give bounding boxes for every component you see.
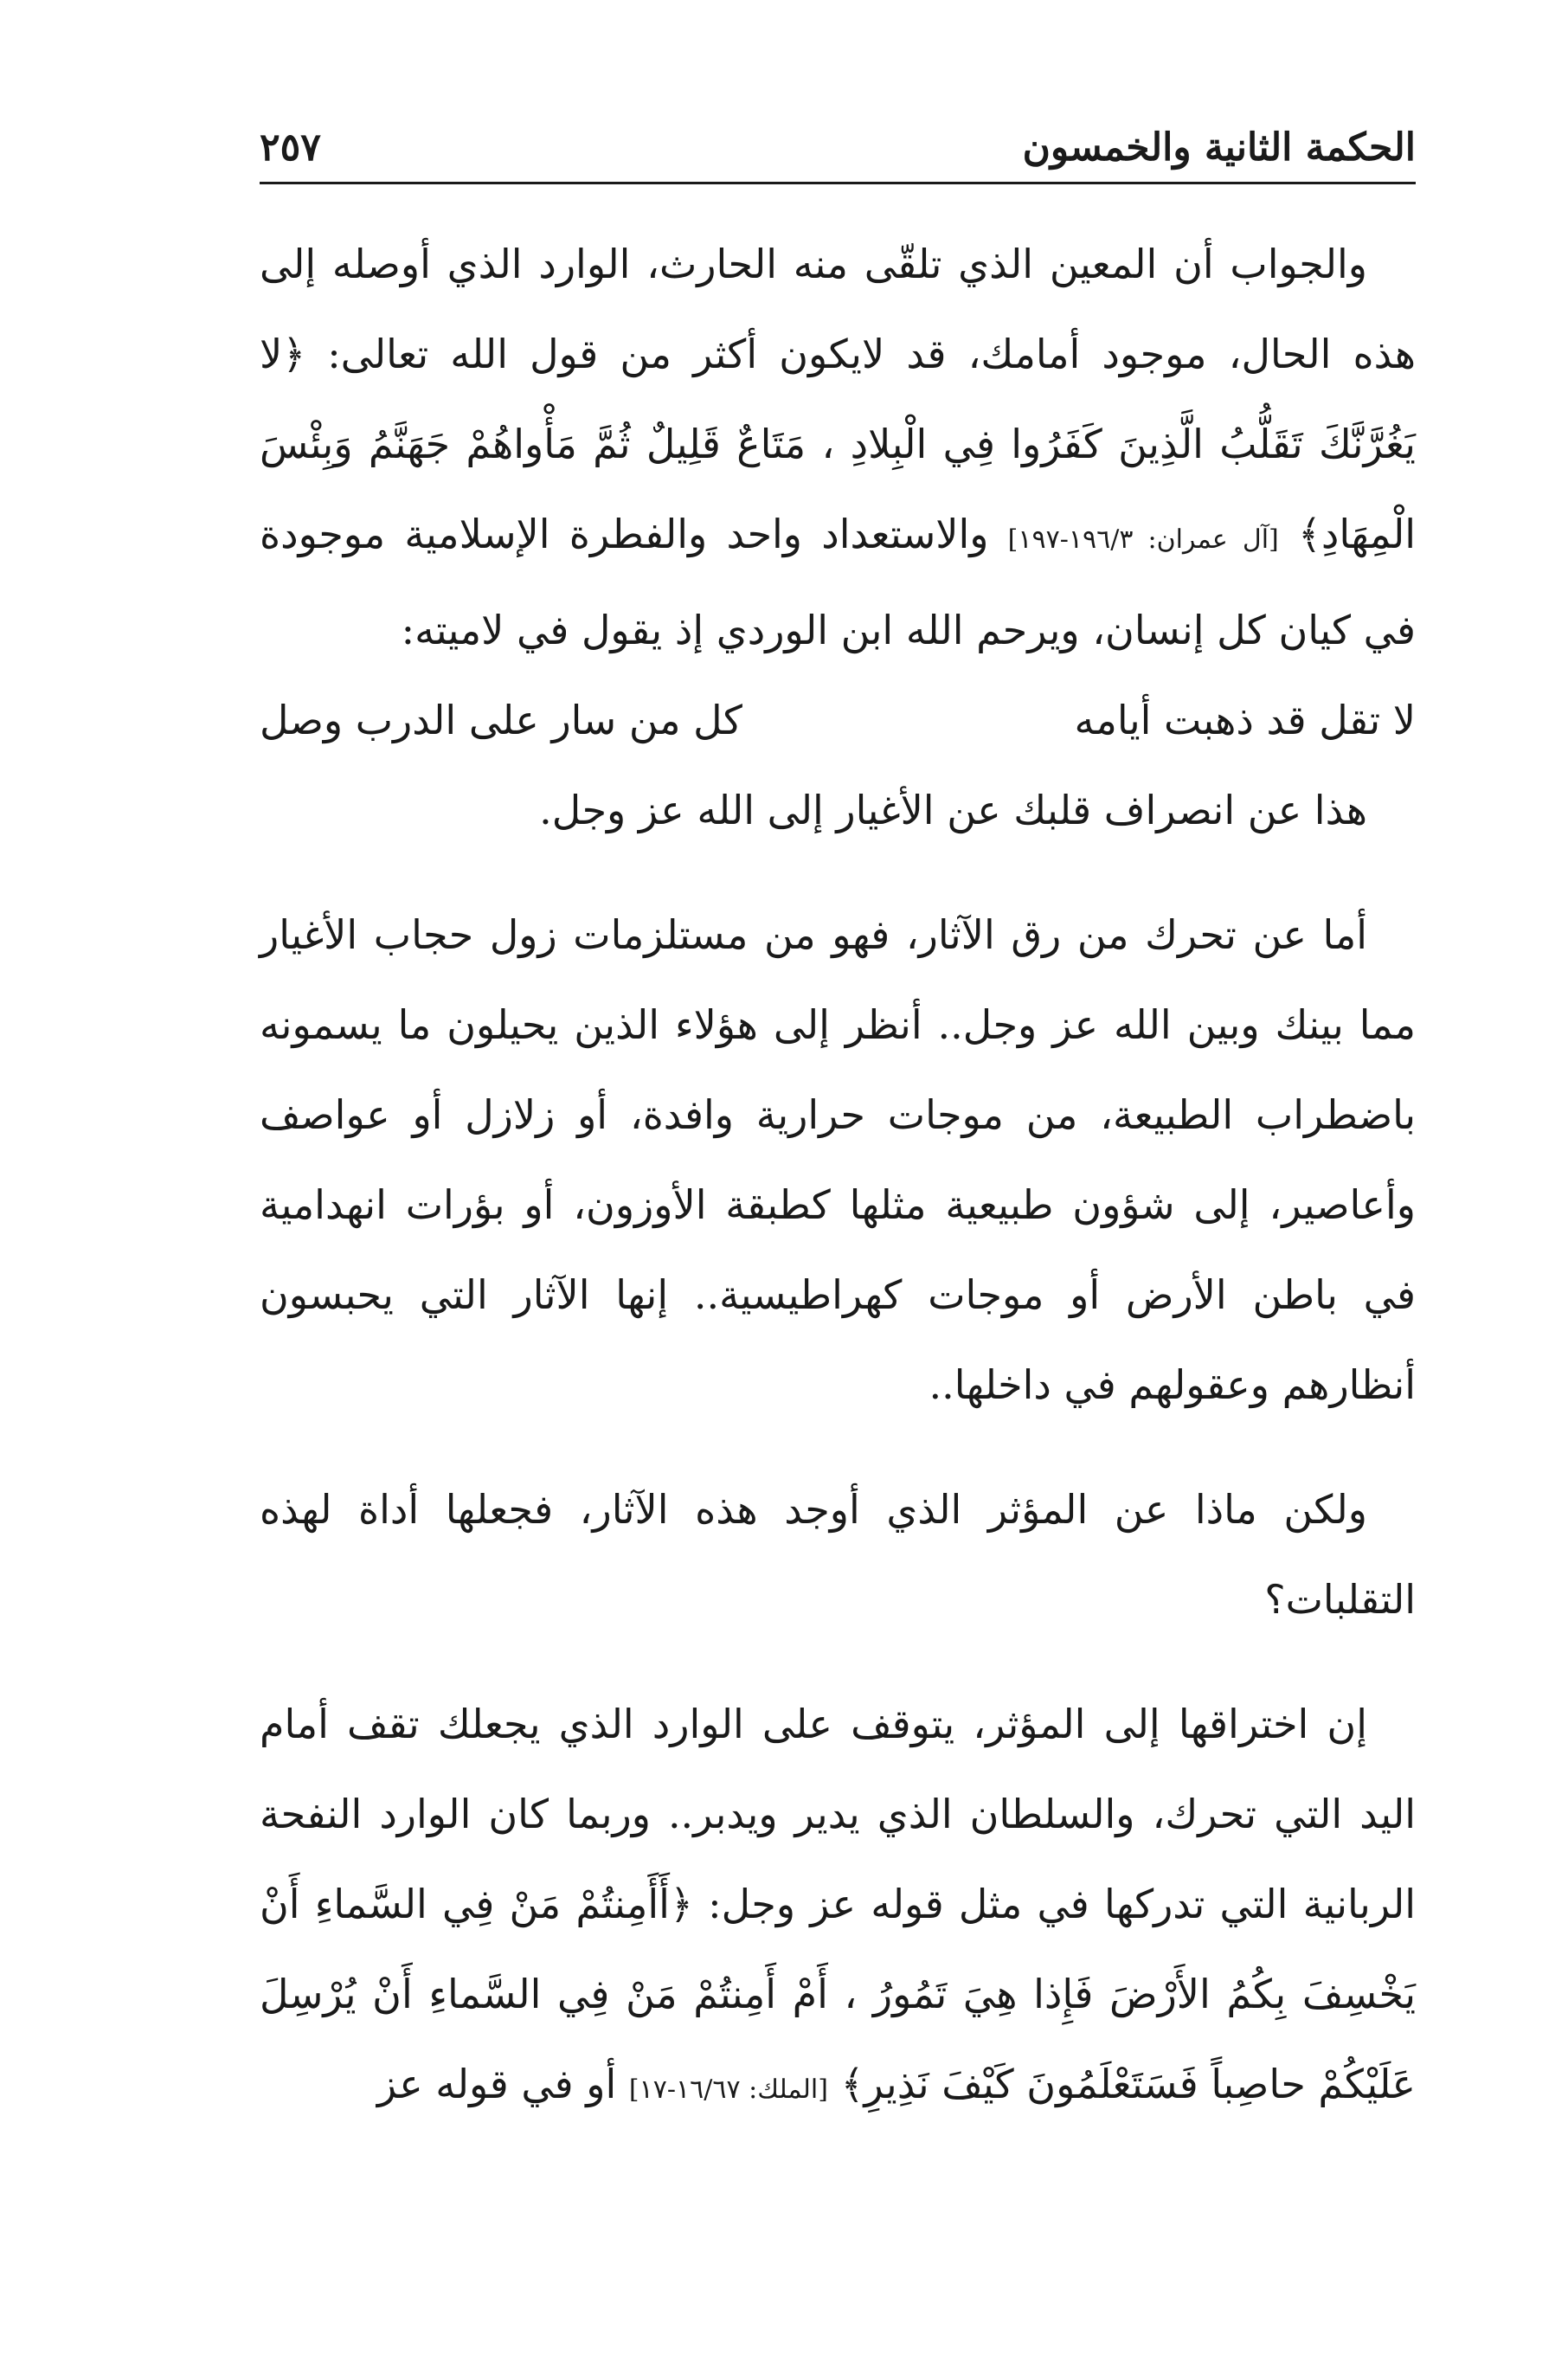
spacer [260,1430,1416,1464]
paragraph-3: ولكن ماذا عن المؤثر الذي أوجد هذه الآثار، فجعلها أداة لهذه التقلبات؟ [260,1486,1416,1623]
quran-reference: [آل عمران: ١٩٦/٣-١٩٧] [1007,524,1279,555]
quran-reference: [الملك: ١٦/٦٧-١٧] [628,2074,828,2105]
paragraph-4-text-b: أو في قوله عز [376,2061,629,2107]
paragraph-after-verse: هذا عن انصراف قلبك عن الأغيار إلى الله عز وجل. [539,787,1367,833]
page-number: ٢٥٧ [260,125,321,170]
poem-verse [260,675,1416,765]
page-header [260,104,1416,184]
page-body [260,219,1416,2135]
book-page [260,104,1416,2135]
spacer [260,1644,1416,1679]
paragraph-1-text-b: والاستعداد واحد والفطرة الإسلامية موجودة في كيان كل إنسان، ويرحم الله ابن الوردي إذ يقول في لاميته: [260,511,1416,653]
paragraph-4-text-a: إن اختراقها إلى المؤثر، يتوقف على الوارد الذي يجعلك تقف أمام اليد التي تحرك، والسلطان الذي يدير ويدبر.. وربما كان الوارد النفحة الربانية التي تدركها في مثل قوله عز وجل: ﴿أَأَمِنتُمْ مَنْ فِي السَّماءِ أَنْ يَخْسِفَ بِكُمُ الأَرْضَ فَإِذا هِيَ تَمُورُ ، أَمْ أَمِنتُمْ مَنْ فِي السَّماءِ أَنْ يُرْسِلَ عَلَيْكُمْ حاصِباً فَسَتَعْلَمُونَ كَيْفَ نَذِيرِ﴾ [260,1701,1416,2107]
spacer [260,855,1416,890]
paragraph-2: أما عن تحرك من رق الآثار، فهو من مستلزمات زول حجاب الأغيار مما بينك وبين الله عز وجل.. أنظر إلى هؤلاء الذين يحيلون ما يسمونه باضطراب الطبيعة، من موجات حرارية وافدة، أو زلازل أو عواصف وأعاصير، إلى شؤون طبيعية مثلها كطبقة الأوزون، أو بؤرات انهدامية في باطن الأرض أو موجات كهراطيسية.. إنها الآثار التي يحبسون أنظارهم وعقولهم في داخلها.. [260,911,1416,1408]
verse-first-hemistich: لا تقل قد ذهبت أيامه [1074,697,1416,743]
paragraph-1 [260,219,1416,675]
paragraph-1-text-a: والجواب أن المعين الذي تلقّى منه الحارث، الوارد الذي أوصله إلى هذه الحال، موجود أمامك، قد لايكون أكثر من قول الله تعالى: ﴿لا يَغُرَّنَّكَ تَقَلُّبُ الَّذِينَ كَفَرُوا فِي الْبِلادِ ، مَتَاعٌ قَلِيلٌ ثُمَّ مَأْواهُمْ جَهَنَّمُ وَبِئْسَ الْمِهَادِ﴾ [260,241,1417,557]
paragraph-4 [260,1679,1416,2135]
chapter-title: الحكمة الثانية والخمسون [1022,125,1416,170]
verse-second-hemistich: كل من سار على الدرب وصل [260,697,742,743]
